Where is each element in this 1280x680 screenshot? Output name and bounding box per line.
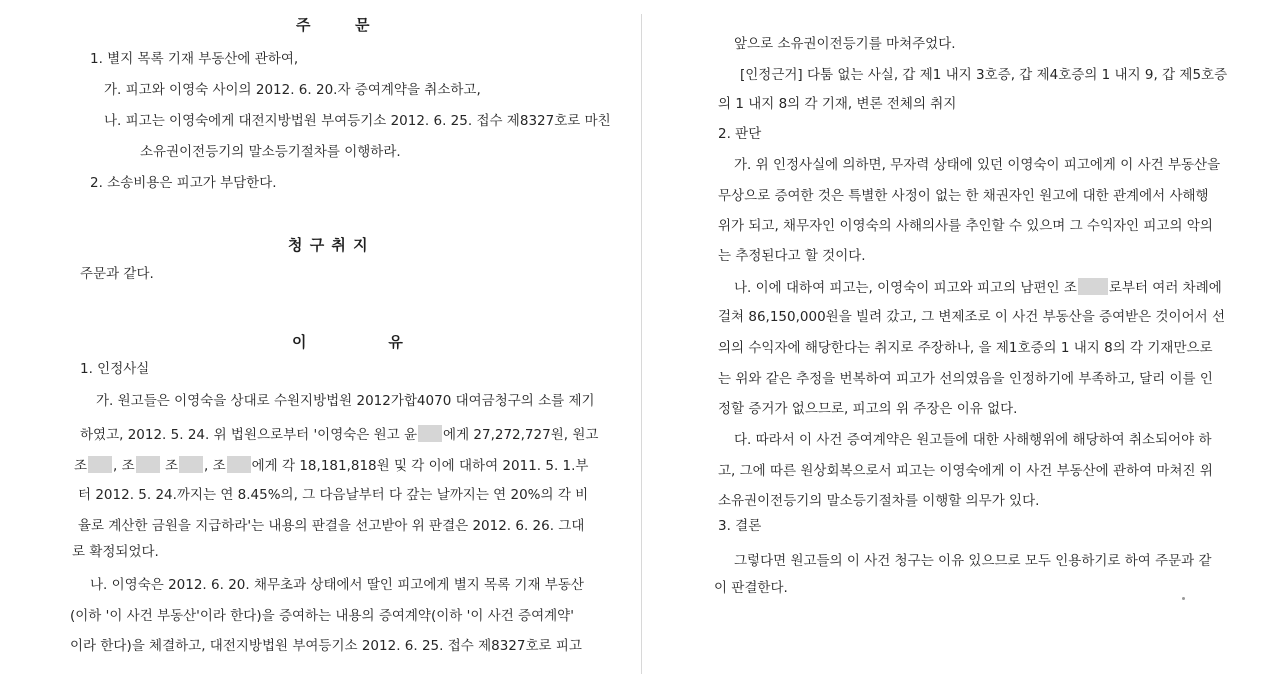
reason-line-3: 조 , 조 조 , 조 에게 각 18,181,818원 및 각 이에 대하여 2011. 5. 1.부: [74, 458, 589, 474]
page-divider: [641, 14, 642, 674]
judgment-b-line-2: 걸쳐 86,150,000원을 빌려 갔고, 그 변제조로 이 사건 부동산을 증여받은 것이어서 선: [718, 309, 1225, 325]
judgment-c-line-3: 소유권이전등기의 말소등기절차를 이행할 의무가 있다.: [718, 493, 1040, 509]
order-line-1: 1. 별지 목록 기재 부동산에 관하여,: [90, 51, 299, 67]
redaction-mask: [136, 456, 160, 473]
order-line-4: 소유권이전등기의 말소등기절차를 이행하라.: [140, 144, 401, 160]
judgment-a-line-3: 위가 되고, 채무자인 이영숙의 사해의사를 추인할 수 있으며 그 수익자인 피고의 악의: [718, 218, 1213, 234]
conclusion-line-1: 그렇다면 원고들의 이 사건 청구는 이유 있으므로 모두 인용하기로 하여 주문과 같: [734, 553, 1212, 569]
heading-claim: 청 구 취 지: [288, 236, 369, 254]
scan-speck: [1182, 597, 1185, 600]
claim-text: 주문과 같다.: [80, 266, 154, 282]
right-line-3: 의 1 내지 8의 각 기재, 변론 전체의 취지: [718, 96, 957, 112]
judgment-b-line-3: 의의 수익자에 해당한다는 취지로 주장하나, 을 제1호증의 1 내지 8의 각 기재만으로: [718, 340, 1213, 356]
order-line-2: 가. 피고와 이영숙 사이의 2012. 6. 20.자 증여계약을 취소하고,: [104, 82, 481, 98]
judgment-a-line-1: 가. 위 인정사실에 의하면, 무자력 상태에 있던 이영숙이 피고에게 이 사건 부동산을: [734, 157, 1221, 173]
order-line-5: 2. 소송비용은 피고가 부담한다.: [90, 175, 277, 191]
right-line-1: 앞으로 소유권이전등기를 마쳐주었다.: [734, 36, 956, 52]
judgment-c-line-1: 다. 따라서 이 사건 증여계약은 원고들에 대한 사해행위에 해당하여 취소되어야 하: [734, 432, 1212, 448]
judgment-b-line-1: 나. 이에 대하여 피고는, 이영숙이 피고와 피고의 남편인 조 로부터 여러 차례에: [734, 280, 1222, 296]
right-line-2: [인정근거] 다툼 없는 사실, 갑 제1 내지 3호증, 갑 제4호증의 1 내지 9, 갑 제5호증: [740, 67, 1228, 83]
reason-line-4: 터 2012. 5. 24.까지는 연 8.45%의, 그 다음날부터 다 갚는 날까지는 연 20%의 각 비: [78, 487, 589, 503]
section-3-title: 3. 결론: [718, 518, 762, 534]
reason-line-6: 로 확정되었다.: [72, 544, 159, 560]
redaction-mask: [1078, 278, 1108, 295]
order-line-3: 나. 피고는 이영숙에게 대전지방법원 부여등기소 2012. 6. 25. 접수 제8327호로 마친: [104, 113, 611, 129]
document-page-right: [652, 0, 1280, 680]
conclusion-line-2: 이 판결한다.: [714, 580, 788, 596]
reason-line-7: 나. 이영숙은 2012. 6. 20. 채무초과 상태에서 딸인 피고에게 별지 목록 기재 부동산: [90, 577, 584, 593]
reason-line-2: 하였고, 2012. 5. 24. 위 법원으로부터 '이영숙은 원고 윤 에게 27,272,727원, 원고: [80, 427, 599, 443]
redaction-mask: [418, 425, 442, 442]
redaction-mask: [227, 456, 251, 473]
redaction-mask: [88, 456, 112, 473]
judgment-c-line-2: 고, 그에 따른 원상회복으로서 피고는 이영숙에게 이 사건 부동산에 관하여 마쳐진 위: [718, 463, 1213, 479]
redaction-mask: [179, 456, 203, 473]
judgment-a-line-4: 는 추정된다고 할 것이다.: [718, 248, 866, 264]
heading-order: 주 문: [296, 16, 371, 34]
judgment-a-line-2: 무상으로 증여한 것은 특별한 사정이 없는 한 채권자인 원고에 대한 관계에서 사해행: [718, 188, 1209, 204]
reason-line-8: (이하 '이 사건 부동산'이라 한다)을 증여하는 내용의 증여계약(이하 '이 사건 증여계약': [70, 608, 574, 624]
judgment-b-line-4: 는 위와 같은 추정을 번복하여 피고가 선의였음을 인정하기에 부족하고, 달리 이를 인: [718, 371, 1213, 387]
reason-line-5: 율로 계산한 금원을 지급하라'는 내용의 판결을 선고받아 위 판결은 2012. 6. 26. 그대: [78, 518, 585, 534]
heading-reason: 이 유: [292, 333, 404, 351]
reason-line-9: 이라 한다)을 체결하고, 대전지방법원 부여등기소 2012. 6. 25. 접수 제8327호로 피고: [70, 638, 582, 654]
reason-line-1: 가. 원고들은 이영숙을 상대로 수원지방법원 2012가합4070 대여금청구의 소를 제기: [96, 393, 595, 409]
judgment-b-line-5: 정할 증거가 없으므로, 피고의 위 주장은 이유 없다.: [718, 401, 1018, 417]
section-1-title: 1. 인정사실: [80, 361, 150, 377]
section-2-title: 2. 판단: [718, 126, 762, 142]
